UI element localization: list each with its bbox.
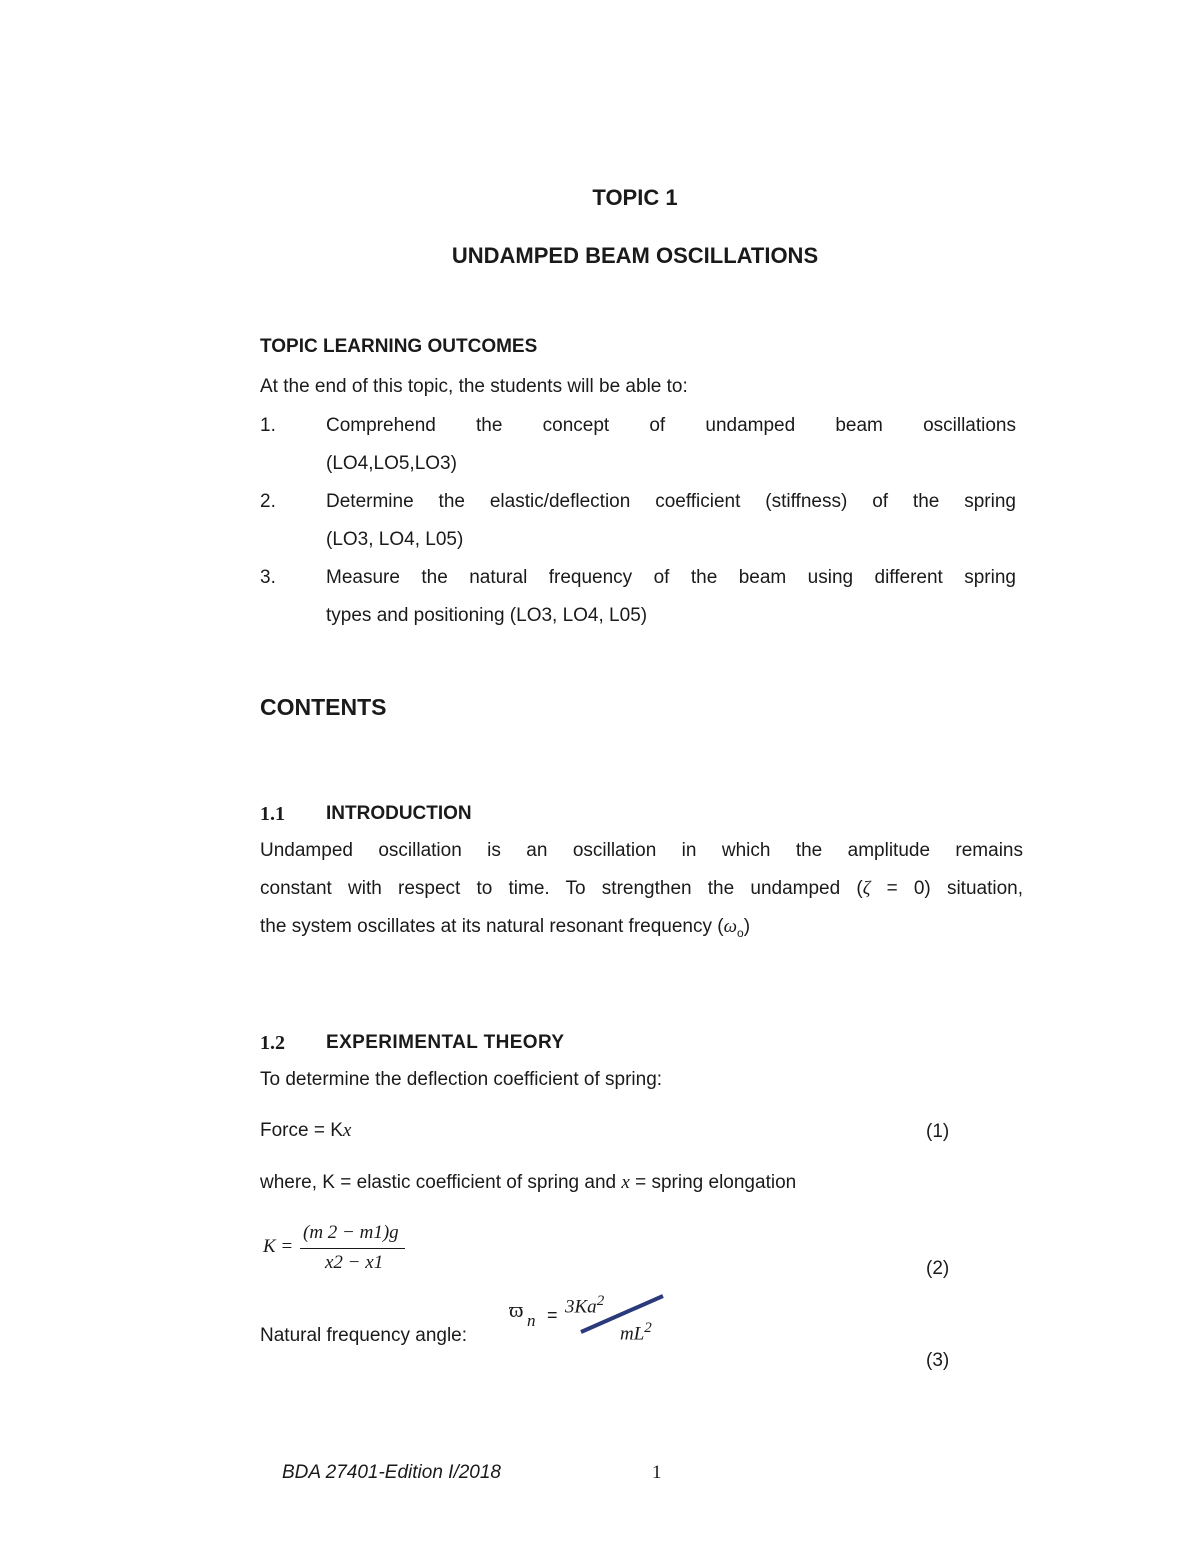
equation-3-equals: =: [547, 1305, 558, 1325]
equation-3-number: (3): [926, 1350, 950, 1371]
outcome-2-line2: (LO3, LO4, L05): [326, 529, 464, 550]
topic-number: TOPIC 1: [592, 185, 678, 210]
topic-title: UNDAMPED BEAM OSCILLATIONS: [451, 243, 819, 268]
section-1-2-number: 1.2: [260, 1032, 285, 1054]
contents-heading: CONTENTS: [260, 694, 387, 720]
outcome-1-line2: (LO4,LO5,LO3): [326, 453, 457, 474]
equation-3-subscript: n: [527, 1311, 536, 1330]
outcome-2-number: 2.: [260, 491, 276, 512]
equation-2-lhs: K =: [263, 1236, 294, 1257]
page-number: 1: [652, 1462, 662, 1483]
outcome-3-line2: types and positioning (LO3, LO4, L05): [326, 605, 648, 626]
equation-2-numerator: (m 2 − m1)g: [303, 1222, 399, 1243]
outcome-1-number: 1.: [260, 415, 276, 436]
intro-line-2: constant with respect to time. To strengthen the undamped (ζ = 0) situation,: [260, 878, 1023, 899]
equation-3-label: Natural frequency angle:: [260, 1325, 468, 1346]
intro-line-3: the system oscillates at its natural resonant frequency $(\omega_o)$: [260, 916, 751, 940]
equation-2-number: (2): [926, 1258, 950, 1279]
outcome-3-number: 3.: [260, 567, 276, 588]
deflection-intro: To determine the deflection coefficient of spring:: [260, 1069, 663, 1090]
equation-3-numerator: 3Ka$^2$: [565, 1293, 605, 1318]
outcomes-heading: TOPIC LEARNING OUTCOMES: [260, 336, 538, 357]
omega-bar-symbol: ϖ: [509, 1297, 524, 1322]
section-1-1-number: 1.1: [260, 803, 285, 825]
outcome-1-line1: Comprehend the concept of undamped beam oscillations: [326, 415, 1016, 436]
intro-line-1: Undamped oscillation is an oscillation in which the amplitude remains: [260, 840, 1023, 861]
footer-edition: BDA 27401-Edition I/2018: [282, 1462, 502, 1483]
equation-1: Force = Kx: [260, 1120, 352, 1141]
outcomes-intro: At the end of this topic, the students will be able to:: [260, 376, 688, 397]
equation-2-denominator: x2 − x1: [325, 1252, 384, 1273]
equation-2-fraction-bar: [300, 1248, 405, 1249]
equation-3-denominator: $mL^2$: [620, 1320, 652, 1345]
where-line: where, K = elastic coefficient of spring and x = spring elongation: [260, 1172, 797, 1193]
section-1-1-title: INTRODUCTION: [326, 803, 472, 824]
outcome-3-line1: Measure the natural frequency of the beam using different spring: [326, 567, 1016, 588]
omega-symbol: ω: [723, 916, 738, 937]
zeta-symbol: ζ: [862, 878, 871, 899]
omega-subscript: o: [737, 925, 744, 940]
outcome-2-line1: Determine the elastic/deflection coefficient (stiffness) of the spring: [326, 491, 1016, 512]
equation-1-number: (1): [926, 1121, 950, 1142]
section-1-2-title: EXPERIMENTAL THEORY: [326, 1032, 565, 1053]
